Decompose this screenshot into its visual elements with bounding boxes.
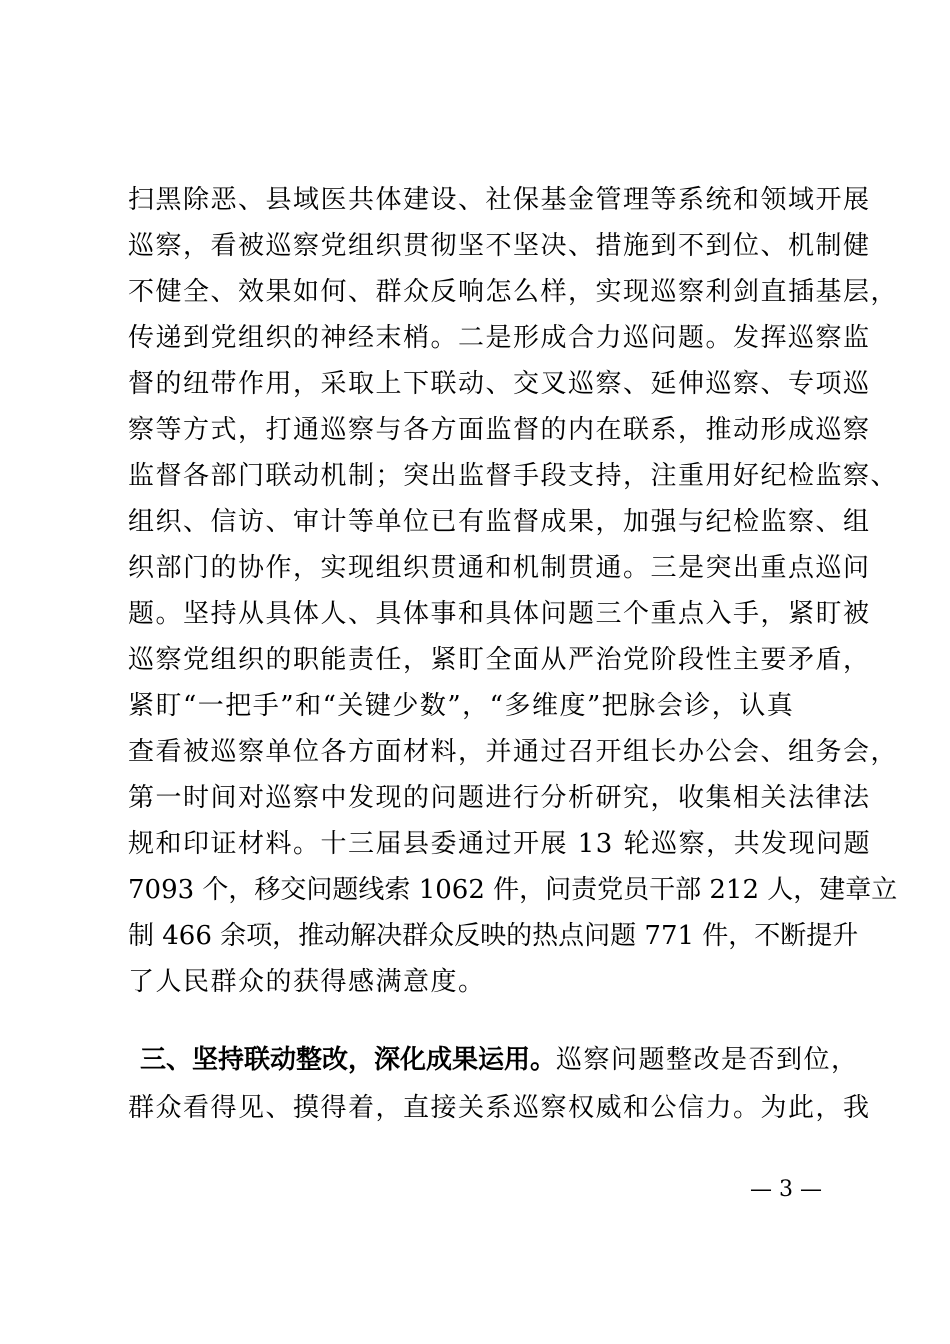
body-line: 制 466 余项，推动解决群众反映的热点问题 771 件，不断提升 <box>128 921 859 951</box>
body-line: 题。坚持从具体人、具体事和具体问题三个重点入手，紧盯被 <box>128 599 871 629</box>
body-line: 查看被巡察单位各方面材料，并通过召开组长办公会、组务会， <box>128 737 899 767</box>
body-line: 传递到党组织的神经末梢。二是形成合力巡问题。发挥巡察监 <box>128 323 871 353</box>
body-line: 督的纽带作用，采取上下联动、交叉巡察、延伸巡察、专项巡 <box>128 369 871 399</box>
section-heading: 三、坚持联动整改，深化成果运用。 <box>140 1045 557 1075</box>
body-line: 巡察党组织的职能责任，紧盯全面从严治党阶段性主要矛盾， <box>128 645 871 675</box>
body-line: 巡察，看被巡察党组织贯彻坚不坚决、措施到不到位、机制健 <box>128 231 871 261</box>
body-line: 扫黑除恶、县域医共体建设、社保基金管理等系统和领域开展 <box>128 185 871 215</box>
body-line: 紧盯“一把手”和“关键少数”，“多维度”把脉会诊，认真 <box>128 691 795 721</box>
page-number: — 3 — <box>750 1177 822 1202</box>
body-line: 第一时间对巡察中发现的问题进行分析研究，收集相关法律法 <box>128 783 871 813</box>
section-heading-continuation: 巡察问题整改是否到位， <box>556 1045 859 1075</box>
body-line: 组织、信访、审计等单位已有监督成果，加强与纪检监察、组 <box>128 507 871 537</box>
body-line: 监督各部门联动机制；突出监督手段支持，注重用好纪检监察、 <box>128 461 899 491</box>
body-line: 了人民群众的获得感满意度。 <box>128 967 486 997</box>
body-line: 不健全、效果如何、群众反响怎么样，实现巡察利剑直插基层， <box>128 277 899 307</box>
section-line: 群众看得见、摸得着，直接关系巡察权威和公信力。为此，我 <box>128 1093 871 1123</box>
body-line: 规和印证材料。十三届县委通过开展 13 轮巡察，共发现问题 <box>128 829 872 859</box>
body-line: 察等方式，打通巡察与各方面监督的内在联系，推动形成巡察 <box>128 415 871 445</box>
body-line: 7093 个，移交问题线索 1062 件，问责党员干部 212 人，建章立 <box>128 875 898 905</box>
body-line: 织部门的协作，实现组织贯通和机制贯通。三是突出重点巡问 <box>128 553 871 583</box>
section-paragraph-first-line <box>140 1044 859 1076</box>
